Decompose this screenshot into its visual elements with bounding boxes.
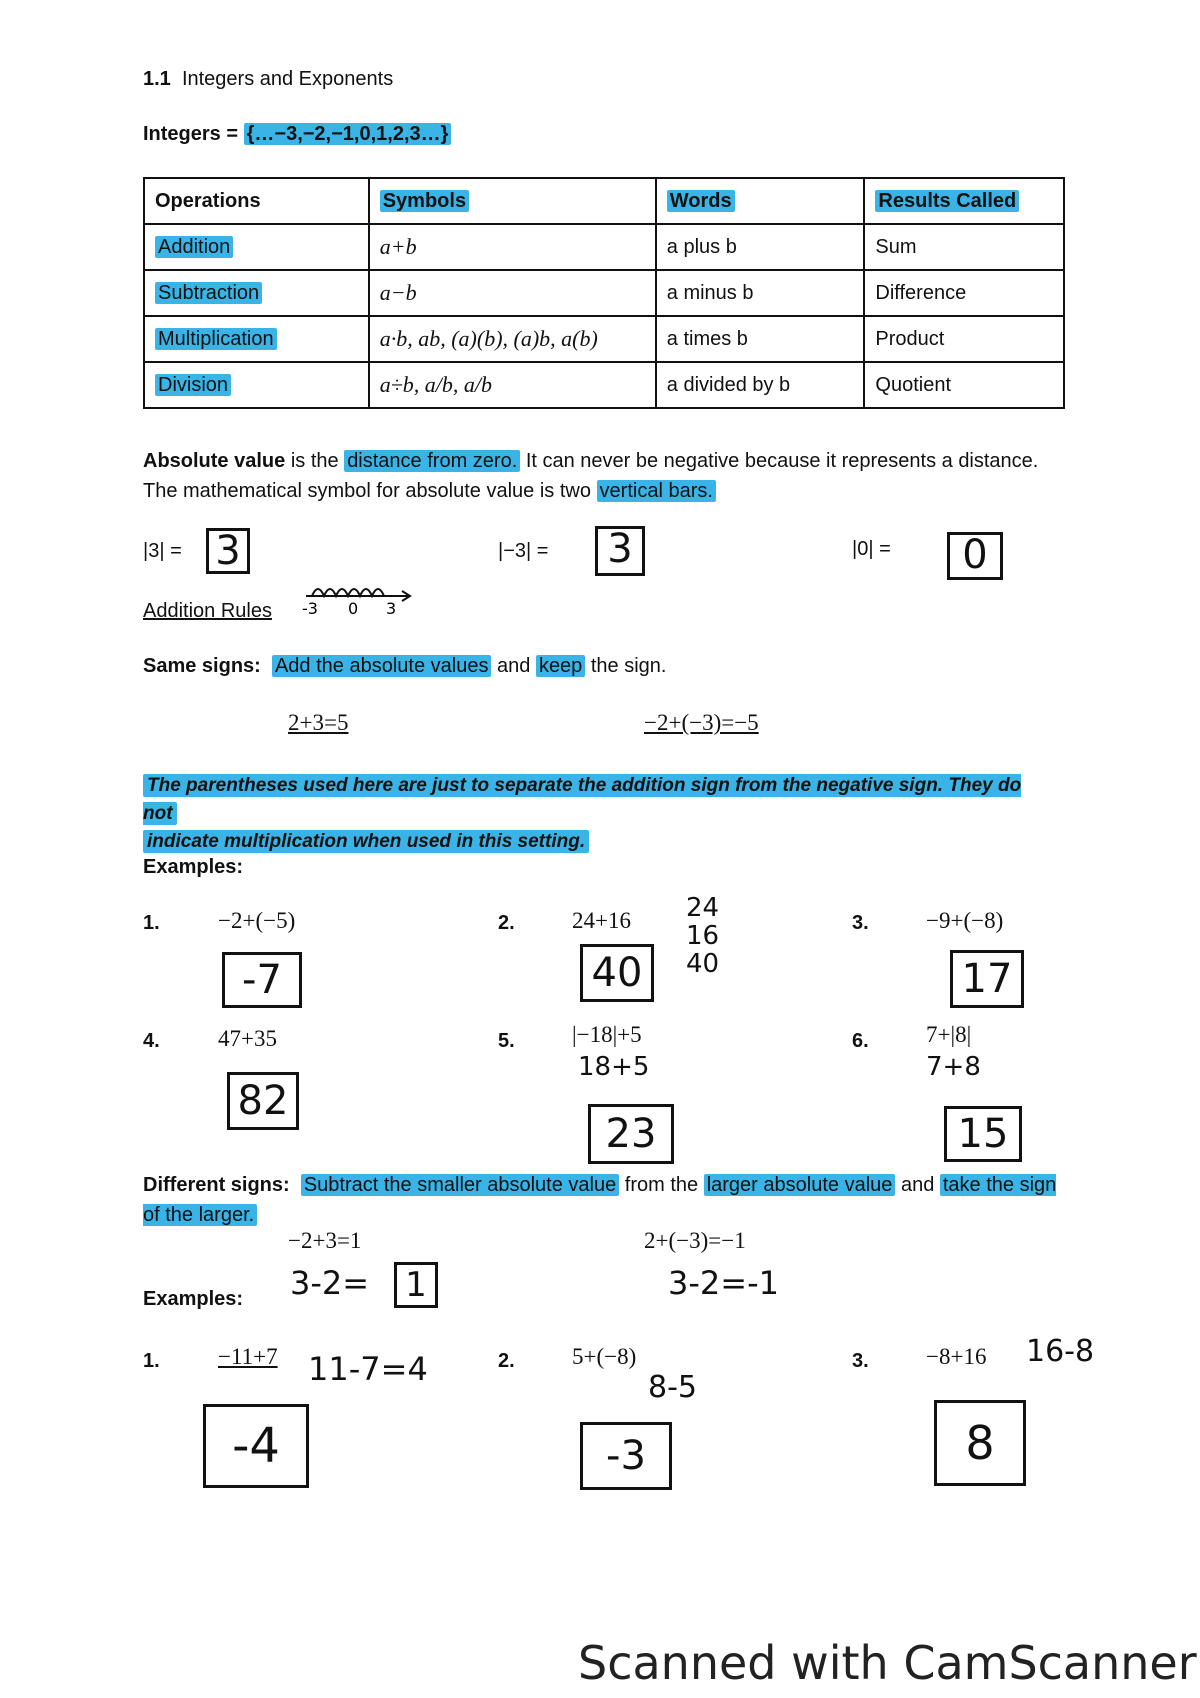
different-signs-example: −2+3=1: [288, 1228, 362, 1253]
example-answer: -3: [580, 1422, 672, 1490]
highlight-keep: keep: [536, 655, 585, 677]
operation-name: Multiplication: [155, 328, 277, 350]
text-span: is the: [285, 450, 345, 472]
addition-rules-heading: Addition Rules: [143, 600, 272, 622]
table-cell: [144, 362, 369, 408]
note-line: The parentheses used here are just to separate the addition sign from the negative sign. They do not: [143, 775, 1022, 824]
highlight-take-sign: take the sign of the larger.: [143, 1174, 1057, 1226]
example-answer: 17: [950, 950, 1024, 1008]
handwritten-work: 3-2=: [290, 1264, 370, 1302]
table-header-results: Results Called: [875, 190, 1019, 212]
highlight-distance: distance from zero.: [344, 450, 520, 472]
example-expression: 7+|8|: [926, 1022, 972, 1047]
highlight-subtract-smaller: Subtract the smaller absolute value: [301, 1174, 619, 1196]
table-cell: [144, 316, 369, 362]
operation-words: a times b: [656, 316, 865, 362]
number-line-label: 3: [386, 599, 397, 616]
different-signs-label: Different signs:: [143, 1174, 290, 1196]
operation-result: Sum: [864, 224, 1064, 270]
section-number: 1.1: [143, 68, 171, 90]
same-signs-example: 2+3=5: [288, 710, 349, 735]
same-signs-rule: [143, 655, 666, 678]
abs-example-answer: 3: [595, 526, 645, 576]
operation-result: Product: [864, 316, 1064, 362]
handwritten-work: 18+5: [578, 1052, 650, 1082]
number-line-label: -3: [302, 599, 318, 616]
operation-words: a divided by b: [656, 362, 865, 408]
abs-example-expr: |3| =: [143, 540, 182, 562]
section-title: [143, 68, 393, 91]
table-row: [144, 224, 1064, 270]
example-answer: 1: [394, 1262, 438, 1308]
integers-set: {…−3,−2,−1,0,1,2,3…}: [244, 123, 452, 145]
table-header-cell: Operations: [144, 178, 369, 224]
example-answer: 23: [588, 1104, 674, 1164]
operation-result: Difference: [864, 270, 1064, 316]
different-signs-rule: [143, 1170, 1073, 1230]
example-number: 1.: [143, 1350, 160, 1372]
example-number: 3.: [852, 912, 869, 934]
table-row: [144, 316, 1064, 362]
table-header-cell: [656, 178, 865, 224]
table-row: [144, 362, 1064, 408]
examples-heading: Examples:: [143, 1288, 244, 1310]
example-expression: 24+16: [572, 908, 631, 933]
abs-example-expr: |0| =: [852, 538, 891, 560]
text-span: and: [895, 1174, 940, 1196]
example-number: 2.: [498, 1350, 515, 1372]
table-header-symbols: Symbols: [380, 190, 469, 212]
example-answer: 8: [934, 1400, 1026, 1486]
example-expression: −2+(−5): [218, 908, 296, 933]
example-answer: -4: [203, 1404, 309, 1488]
highlight-vertical-bars: vertical bars.: [597, 480, 716, 502]
operation-symbol: a−b: [369, 270, 656, 316]
handwritten-work: 16-8: [1026, 1334, 1095, 1369]
handwritten-work: 3-2=-1: [668, 1264, 779, 1302]
highlight-larger-absolute: larger absolute value: [704, 1174, 896, 1196]
examples-heading: Examples:: [143, 856, 244, 878]
example-answer: 82: [227, 1072, 299, 1130]
number-line-label: 0: [348, 599, 359, 616]
abs-example-answer: 3: [206, 528, 250, 574]
example-number: 4.: [143, 1030, 160, 1052]
handwritten-work: 8-5: [648, 1370, 697, 1405]
example-answer: -7: [222, 952, 302, 1008]
different-signs-example: 2+(−3)=−1: [644, 1228, 746, 1253]
operation-words: a minus b: [656, 270, 865, 316]
operations-table: [143, 177, 1065, 409]
example-expression: |−18|+5: [572, 1022, 642, 1047]
integers-label: Integers =: [143, 123, 239, 145]
table-header-words: Words: [667, 190, 735, 212]
table-header-cell: [864, 178, 1064, 224]
operation-words: a plus b: [656, 224, 865, 270]
example-expression: 5+(−8): [572, 1344, 637, 1369]
table-cell: [144, 270, 369, 316]
example-answer: 15: [944, 1106, 1022, 1162]
operation-name: Addition: [155, 236, 233, 258]
table-row: [144, 270, 1064, 316]
handwritten-work: 11-7=4: [308, 1350, 428, 1388]
operation-result: Quotient: [864, 362, 1064, 408]
handwritten-work: 7+8: [926, 1052, 981, 1082]
example-expression: −8+16: [926, 1344, 987, 1369]
operation-symbol: a÷b, a/b, a/b: [369, 362, 656, 408]
example-number: 1.: [143, 912, 160, 934]
text-span: from the: [619, 1174, 704, 1196]
table-header-cell: [369, 178, 656, 224]
operation-symbol: a+b: [369, 224, 656, 270]
handwritten-work: 24 16 40: [686, 893, 720, 979]
operation-name: Subtraction: [155, 282, 262, 304]
abs-example-expr: |−3| =: [498, 540, 549, 562]
example-answer: 40: [580, 944, 654, 1002]
absolute-value-term: Absolute value: [143, 450, 286, 472]
example-expression: −11+7: [218, 1344, 278, 1369]
section-title-text: Integers and Exponents: [181, 68, 394, 90]
same-signs-example: −2+(−3)=−5: [644, 710, 759, 735]
number-line-sketch: [298, 566, 418, 616]
example-number: 5.: [498, 1030, 515, 1052]
example-number: 2.: [498, 912, 515, 934]
absolute-value-paragraph: [143, 446, 1073, 506]
note-line: indicate multiplication when used in this setting.: [143, 830, 589, 853]
operation-name: Division: [155, 374, 231, 396]
camscanner-watermark: Scanned with CamScanner: [578, 1636, 1197, 1690]
example-number: 6.: [852, 1030, 869, 1052]
highlight-add-absolute: Add the absolute values: [272, 655, 492, 677]
text-span: and: [491, 655, 536, 677]
example-expression: 47+35: [218, 1026, 277, 1051]
text-span: the sign.: [585, 655, 667, 677]
operation-symbol: a·b, ab, (a)(b), (a)b, a(b): [369, 316, 656, 362]
integers-definition: [143, 123, 451, 146]
table-cell: [144, 224, 369, 270]
example-expression: −9+(−8): [926, 908, 1004, 933]
parentheses-note: [143, 772, 1043, 856]
abs-example-answer: 0: [947, 532, 1003, 580]
table-header-row: [144, 178, 1064, 224]
text-span: It can never be negative because it represents a distance. The mathematical symbol for absolute value is two: [143, 450, 1039, 502]
example-number: 3.: [852, 1350, 869, 1372]
same-signs-label: Same signs:: [143, 655, 261, 677]
